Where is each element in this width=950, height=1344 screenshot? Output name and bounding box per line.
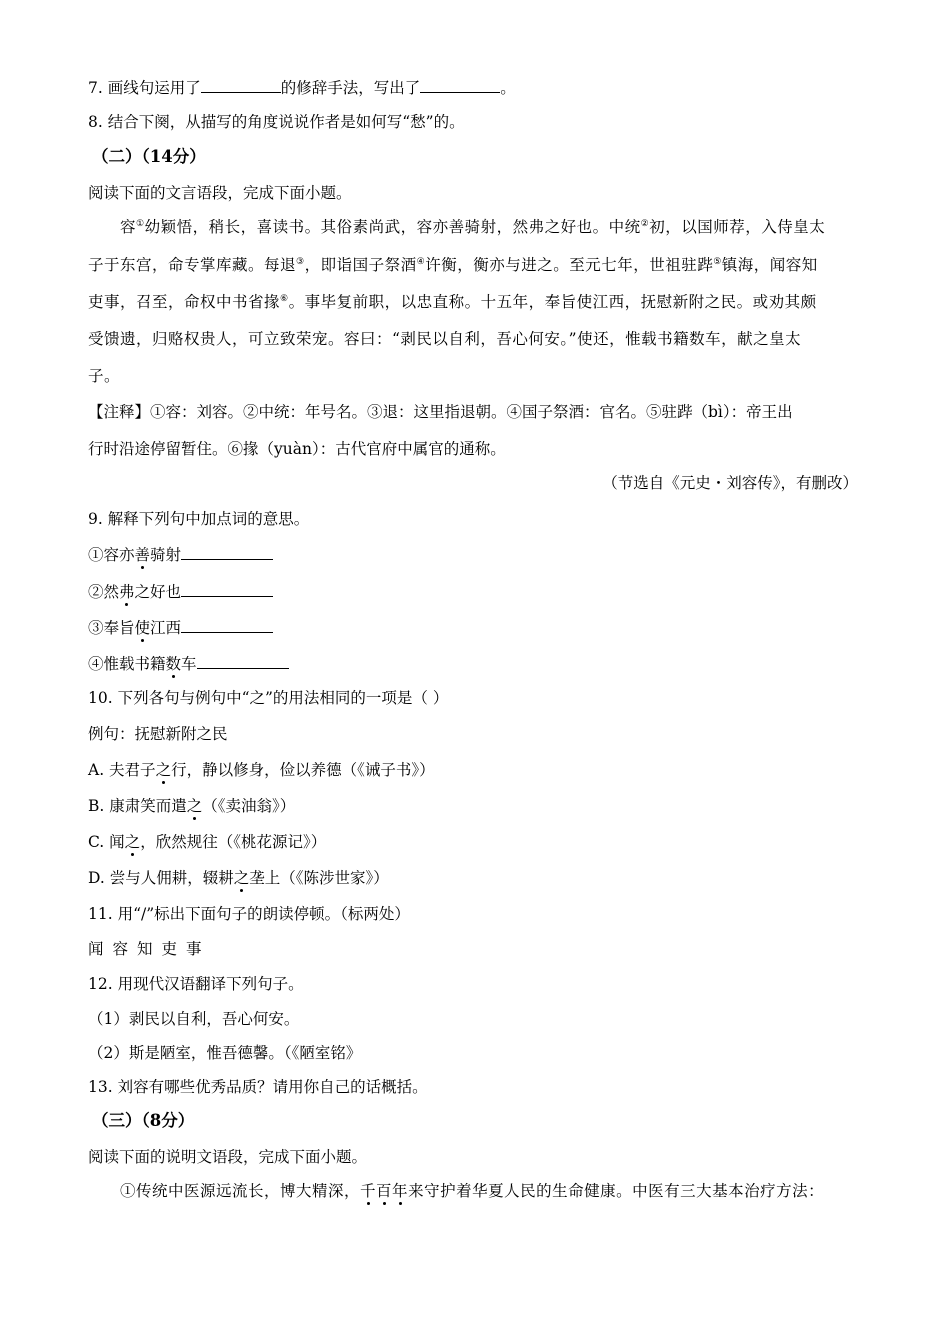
q10-example: 例句：抚慰新附之民 [88, 725, 228, 743]
q11-sentence: 闻容知吏事 [88, 940, 211, 958]
answer-blank[interactable] [201, 76, 281, 93]
source-citation: （节选自《元史・刘容传》，有删改） [602, 474, 858, 492]
question-7: 7. 画线句运用了 的修辞手法，写出了 。 [88, 76, 516, 98]
answer-blank[interactable] [181, 543, 273, 560]
passage-line-5: 子。 [88, 367, 121, 385]
q12-sentence-1: （1）剥民以自利，吾心何安。 [88, 1010, 300, 1028]
answer-blank[interactable] [420, 76, 500, 93]
answer-blank[interactable] [181, 616, 273, 633]
question-10: 10. 下列各句与例句中“之”的用法相同的一项是（ ） [88, 689, 449, 707]
question-11: 11. 用“/”标出下面句子的朗读停顿。（标两处） [88, 905, 410, 923]
passage-line-3: 吏事，召至，命权中书省掾⑥。事毕复前职，以忠直称。十五年，奉旨使江西，抚慰新附之民。或劝其颇 [88, 293, 817, 311]
question-12: 12. 用现代汉语翻译下列句子。 [88, 975, 304, 993]
q9-item-4: ④惟载书籍数车 [88, 652, 289, 674]
q10-option-d[interactable]: D. 尝与人佣耕，辍耕之垄上（《陈涉世家》） [88, 869, 389, 887]
question-13: 13. 刘容有哪些优秀品质？请用你自己的话概括。 [88, 1078, 428, 1096]
section-3-title: （三）（8分） [92, 1111, 195, 1130]
q9-item-1: ①容亦善骑射 [88, 543, 273, 565]
section-3-instruction: 阅读下面的说明文语段，完成下面小题。 [88, 1148, 368, 1166]
section-2-title: （二）（14分） [92, 147, 206, 166]
passage-3-line-1: ①传统中医源远流长，博大精深，千百年来守护着华夏人民的生命健康。中医有三大基本治疗方法： [120, 1182, 825, 1200]
notes-line-1: 【注释】①容：刘容。②中统：年号名。③退：这里指退朝。④国子祭酒：官名。⑤驻跸（bì）：帝王出 [88, 403, 793, 421]
q9-item-3: ③奉旨使江西 [88, 616, 273, 638]
passage-line-2: 子于东宫，命专掌库藏。每退③，即诣国子祭酒④许衡，衡亦与进之。至元七年，世祖驻跸⑤镇海，闻容知 [88, 256, 818, 274]
notes-line-2: 行时沿途停留暂住。⑥掾（yuàn）：古代官府中属官的通称。 [88, 440, 506, 458]
answer-blank[interactable] [181, 580, 273, 597]
q12-sentence-2: （2）斯是陋室，惟吾德馨。（《陋室铭》 [88, 1044, 362, 1062]
question-9: 9. 解释下列句中加点词的意思。 [88, 510, 310, 528]
q9-item-2: ②然弗之好也 [88, 580, 273, 602]
question-8: 8. 结合下阕，从描写的角度说说作者是如何写“愁”的。 [88, 113, 465, 131]
passage-line-1: 容①幼颖悟，稍长，喜读书。其俗素尚武，容亦善骑射，然弗之好也。中统②初，以国师荐，入侍皇太 [120, 218, 826, 236]
q10-option-a[interactable]: A. 夫君子之行，静以修身，俭以养德（《诫子书》） [88, 761, 435, 779]
answer-blank[interactable] [197, 652, 289, 669]
section-2-instruction: 阅读下面的文言语段，完成下面小题。 [88, 184, 352, 202]
q10-option-c[interactable]: C. 闻之，欣然规往（《桃花源记》） [88, 833, 327, 851]
passage-line-4: 受馈遗，归赂权贵人，可立致荣宠。容曰：“剥民以自利，吾心何安。”使还，惟载书籍数车，献之皇太 [88, 330, 802, 348]
q10-option-b[interactable]: B. 康肃笑而遣之（《卖油翁》） [88, 797, 296, 815]
